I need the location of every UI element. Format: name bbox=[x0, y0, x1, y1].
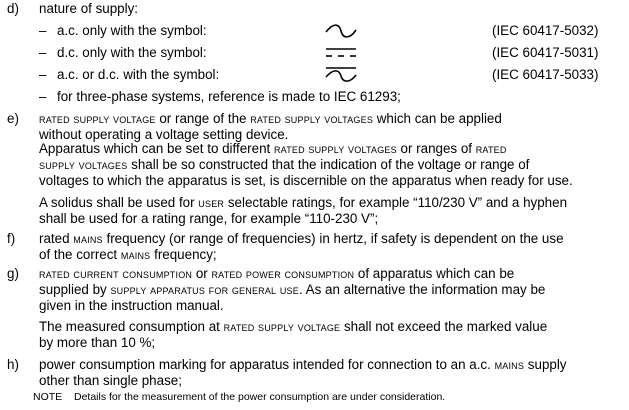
ac-icon bbox=[324, 23, 358, 39]
item-e-p1-line1: rated supply voltage or range of the rated supply voltages which can be applied bbox=[39, 111, 502, 126]
item-h-marker: h) bbox=[7, 357, 19, 372]
item-h-line1: power consumption marking for apparatus intended for connection to an a.c. mains supply bbox=[39, 357, 567, 372]
item-f-line2: of the correct mains frequency; bbox=[39, 247, 217, 262]
item-e-p2-line2: supply voltages shall be so constructed that the indication of the voltage or range of bbox=[39, 157, 530, 172]
item-d-marker: d) bbox=[7, 1, 19, 16]
item-e-marker: e) bbox=[7, 111, 19, 126]
list-dash: – bbox=[39, 89, 47, 104]
list-item-acdc-text: a.c. or d.c. with the symbol: bbox=[57, 67, 220, 82]
item-h-line2: other than single phase; bbox=[39, 373, 182, 388]
item-g-marker: g) bbox=[7, 266, 19, 281]
list-item-ac-ref: (IEC 60417-5032) bbox=[492, 23, 599, 38]
item-g-p2-line2: by more than 10 %; bbox=[39, 335, 156, 350]
note-label: NOTE bbox=[33, 391, 63, 403]
item-f-line1: rated mains frequency (or range of frequencies) in hertz, if safety is dependent on the use bbox=[39, 231, 564, 246]
item-g-p1-line3: given in the instruction manual. bbox=[39, 298, 224, 313]
item-g-p1-line1: rated current consumption or rated power consumption of apparatus which can be bbox=[39, 266, 515, 281]
item-e-p1-line2: without operating a voltage setting device. bbox=[39, 127, 289, 142]
item-e-p2-line1: Apparatus which can be set to different rated supply voltages or ranges of rated bbox=[39, 141, 507, 156]
item-g-p2-line1: The measured consumption at rated supply voltage shall not exceed the marked value bbox=[39, 319, 548, 334]
list-dash: – bbox=[39, 23, 47, 38]
note-text: Details for the measurement of the power consumption are under consideration. bbox=[74, 391, 446, 403]
list-item-ac-text: a.c. only with the symbol: bbox=[57, 23, 207, 38]
list-dash: – bbox=[39, 67, 47, 82]
list-item-dc-ref: (IEC 60417-5031) bbox=[492, 45, 599, 60]
item-e-p2-line3: voltages to which the apparatus is set, is discernible on the apparatus when ready for use. bbox=[39, 173, 573, 188]
list-item-acdc-ref: (IEC 60417-5033) bbox=[492, 67, 599, 82]
list-dash: – bbox=[39, 45, 47, 60]
item-e-p3-line1: A solidus shall be used for user selectable ratings, for example “110/230 V” and a hyphen bbox=[39, 195, 568, 210]
item-d-heading: nature of supply: bbox=[39, 1, 139, 16]
dc-icon bbox=[324, 44, 358, 60]
ac-dc-icon bbox=[324, 64, 358, 82]
list-item-dc-text: d.c. only with the symbol: bbox=[57, 45, 207, 60]
list-item-three-phase: for three-phase systems, reference is made to IEC 61293; bbox=[57, 89, 401, 104]
item-g-p1-line2: supplied by supply apparatus for general use. As an alternative the information may be bbox=[39, 282, 546, 297]
item-e-p3-line2: shall be used for a rating range, for example “110-230 V”; bbox=[39, 211, 379, 226]
item-f-marker: f) bbox=[7, 231, 16, 246]
